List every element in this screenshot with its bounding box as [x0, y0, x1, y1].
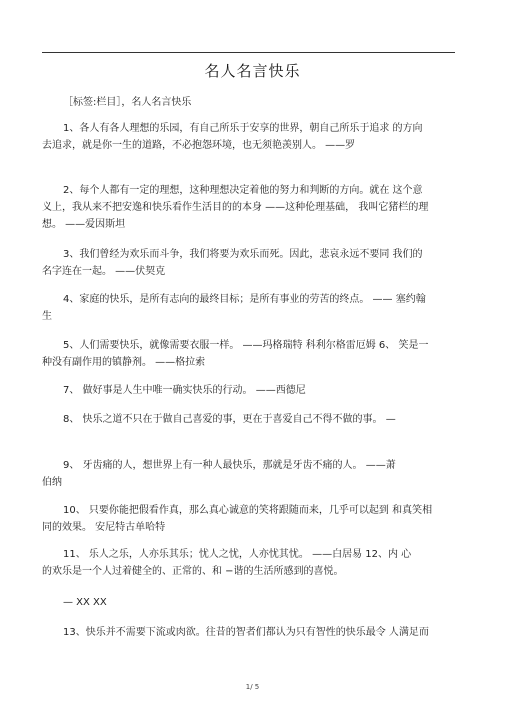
quote-paragraph-4	[42, 291, 455, 325]
quote-paragraph-9	[42, 457, 455, 491]
paragraph-line: 的欢乐是一个人过着健全的、正常的、和 −谐的生活所感到的喜悦。	[42, 566, 344, 577]
paragraph-line: 13、快乐并不需要下流或肉欲。往昔的智者们都认为只有智性的快乐最令 人满足而	[63, 627, 429, 638]
quote-paragraph-10	[42, 502, 455, 536]
paragraph-line: 10、 只要你能把假看作真，那么真心诚意的笑将跟随而来，几乎可以起到 和真笑相	[63, 505, 433, 516]
quote-paragraph-11	[42, 546, 455, 580]
quote-paragraph-1	[42, 120, 455, 154]
paragraph-line: 7、 做好事是人生中唯一确实快乐的行动。 ——西德尼	[63, 385, 306, 396]
page-number: 1/ 5	[245, 683, 260, 691]
header-divider	[42, 52, 455, 53]
quote-paragraph-8	[42, 411, 455, 428]
paragraph-line: 名字连在一起。 ——伏契克	[42, 266, 166, 277]
paragraph-line: 义上，我从来不把安逸和快乐看作生活目的的本身 ——这种伦理基础， 我叫它猪栏的理	[42, 202, 429, 213]
paragraph-line: 生	[42, 311, 52, 322]
paragraph-line: — XX XX	[63, 597, 107, 608]
tag-line: ［标签:栏目］，名人名言快乐	[63, 97, 192, 108]
paragraph-line: 3、我们曾经为欢乐而斗争，我们将要为欢乐而死。因此，悲哀永远不要同 我们的	[63, 249, 423, 260]
paragraph-line: 8、 快乐之道不只在于做自己喜爱的事，更在于喜爱自己不得不做的事。 —	[63, 414, 396, 425]
paragraph-line: 5、人们需要快乐，就像需要衣服一样。 ——玛格瑞特 科利尔格雷厄姆 6、 笑是一	[63, 340, 429, 351]
paragraph-line: 想。 ——爱因斯坦	[42, 219, 126, 230]
quote-paragraph-3	[42, 246, 455, 280]
paragraph-line: 2、每个人都有一定的理想，这种理想决定着他的努力和判断的方向。就在 这个意	[63, 185, 423, 196]
paragraph-line: 9、 牙齿痛的人，想世界上有一种人最快乐，那就是牙齿不痛的人。 ——萧	[63, 460, 396, 471]
paragraph-line: 伯纳	[42, 477, 62, 488]
paragraph-line: 4、家庭的快乐，是所有志向的最终目标；是所有事业的劳苦的终点。 —— 塞约翰	[63, 294, 426, 305]
quote-attribution	[42, 594, 455, 611]
paragraph-line: 1、各人有各人理想的乐园，有自己所乐于安享的世界，朝自己所乐于追求 的方向	[63, 123, 423, 134]
quote-paragraph-13	[42, 624, 455, 641]
paragraph-line: 11、 乐人之乐，人亦乐其乐；忧人之忧，人亦忧其忧。 ——白居易 12、内 心	[63, 549, 412, 560]
paragraph-line: 去追求，就是你一生的道路，不必抱怨环境，也无须艳羡别人。 ——罗	[42, 140, 356, 151]
quote-paragraph-2	[42, 182, 455, 233]
quote-paragraph-7	[42, 382, 455, 399]
quote-paragraph-5	[42, 337, 455, 371]
paragraph-line: 种没有副作用的镇静剂。 ——格拉索	[42, 357, 206, 368]
page-title: 名人名言快乐	[204, 62, 301, 80]
paragraph-line: 同的效果。 安尼特古单哈特	[42, 522, 166, 533]
